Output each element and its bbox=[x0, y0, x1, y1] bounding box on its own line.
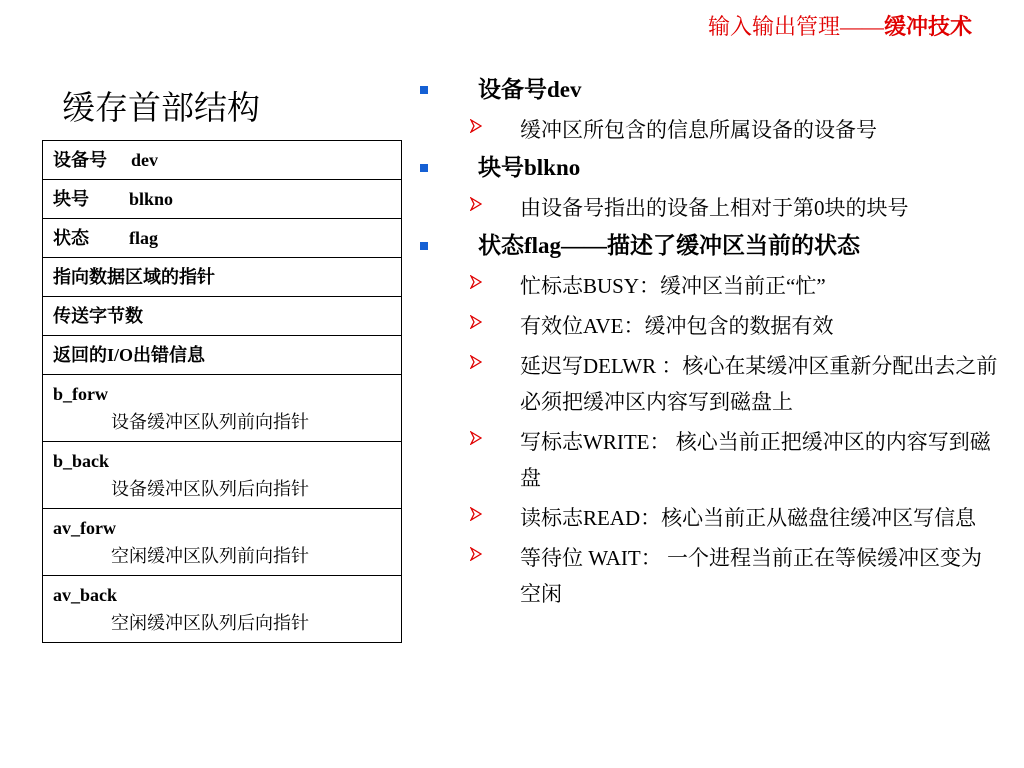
table-cell bbox=[43, 375, 402, 442]
title-prefix: 输入输出管理—— bbox=[707, 14, 884, 39]
table-cell bbox=[43, 258, 402, 297]
list-item bbox=[412, 500, 1012, 536]
row-label: 返回的I/O出错信息 bbox=[53, 345, 206, 365]
arrow-bullet-icon bbox=[470, 500, 484, 536]
row-description: 空闲缓冲区队列前向指针 bbox=[111, 546, 309, 566]
table-row bbox=[43, 297, 402, 336]
row-label: 块号 bbox=[53, 189, 89, 209]
arrow-bullet-icon bbox=[470, 540, 484, 576]
list-item bbox=[412, 540, 1012, 612]
row-label: b_forw bbox=[53, 384, 108, 404]
row-label: 设备号 bbox=[53, 150, 107, 170]
table-row bbox=[43, 509, 402, 576]
table-cell bbox=[43, 297, 402, 336]
square-bullet-icon bbox=[420, 164, 428, 172]
table-row bbox=[43, 141, 402, 180]
item-text: 有效位AVE：缓冲包含的数据有效 bbox=[520, 314, 834, 338]
title-emphasis: 缓冲技术 bbox=[883, 14, 972, 39]
table-cell bbox=[43, 180, 402, 219]
row-description: 空闲缓冲区队列后向指针 bbox=[111, 613, 309, 633]
table-caption: 缓存首部结构 bbox=[62, 91, 260, 127]
table-row bbox=[43, 576, 402, 643]
row-description: 设备缓冲区队列前向指针 bbox=[111, 412, 309, 432]
row-description: 设备缓冲区队列后向指针 bbox=[111, 479, 309, 499]
table-row bbox=[43, 375, 402, 442]
list-item bbox=[412, 268, 1012, 304]
list-item bbox=[412, 190, 1012, 226]
table-row bbox=[43, 442, 402, 509]
section-heading bbox=[412, 74, 1012, 106]
row-label: av_back bbox=[53, 585, 118, 605]
section-heading bbox=[412, 152, 1012, 184]
arrow-bullet-icon bbox=[470, 308, 484, 344]
arrow-bullet-icon bbox=[470, 348, 484, 384]
item-text: 等待位 WAIT： 一个进程当前正在等候缓冲区变为空闲 bbox=[520, 546, 982, 606]
square-bullet-icon bbox=[420, 242, 428, 250]
heading-text: 状态flag——描述了缓冲区当前的状态 bbox=[478, 233, 861, 258]
list-item bbox=[412, 308, 1012, 344]
table-cell bbox=[43, 141, 402, 180]
table-row bbox=[43, 219, 402, 258]
row-value: blkno bbox=[129, 189, 174, 209]
buffer-header-table bbox=[42, 140, 402, 643]
row-label: av_forw bbox=[53, 518, 116, 538]
bullet-list bbox=[412, 74, 1012, 616]
row-label: 状态 bbox=[53, 228, 89, 248]
arrow-bullet-icon bbox=[470, 112, 484, 148]
arrow-bullet-icon bbox=[470, 268, 484, 304]
row-value: dev bbox=[131, 150, 158, 170]
item-text: 由设备号指出的设备上相对于第0块的块号 bbox=[520, 196, 909, 220]
list-item bbox=[412, 424, 1012, 496]
item-text: 写标志WRITE： 核心当前正把缓冲区的内容写到磁盘 bbox=[520, 430, 991, 490]
table-cell bbox=[43, 336, 402, 375]
item-text: 缓冲区所包含的信息所属设备的设备号 bbox=[520, 118, 877, 142]
list-item bbox=[412, 112, 1012, 148]
table-cell bbox=[43, 509, 402, 576]
heading-text: 块号blkno bbox=[478, 155, 581, 180]
table-cell bbox=[43, 576, 402, 643]
table-row bbox=[43, 258, 402, 297]
slide-title bbox=[708, 10, 972, 41]
list-item bbox=[412, 348, 1012, 420]
item-text: 延迟写DELWR ：核心在某缓冲区重新分配出去之前必须把缓冲区内容写到磁盘上 bbox=[520, 354, 998, 414]
square-bullet-icon bbox=[420, 86, 428, 94]
table-row bbox=[43, 336, 402, 375]
table-cell bbox=[43, 219, 402, 258]
row-label: 指向数据区域的指针 bbox=[53, 267, 215, 287]
heading-text: 设备号dev bbox=[478, 77, 582, 102]
table-row bbox=[43, 180, 402, 219]
arrow-bullet-icon bbox=[470, 424, 484, 460]
row-value: flag bbox=[129, 228, 158, 248]
item-text: 忙标志BUSY：缓冲区当前正“忙” bbox=[520, 274, 826, 298]
item-text: 读标志READ：核心当前正从磁盘往缓冲区写信息 bbox=[520, 506, 977, 530]
row-label: 传送字节数 bbox=[53, 306, 143, 326]
table-cell bbox=[43, 442, 402, 509]
row-label: b_back bbox=[53, 451, 110, 471]
section-heading bbox=[412, 230, 1012, 262]
arrow-bullet-icon bbox=[470, 190, 484, 226]
